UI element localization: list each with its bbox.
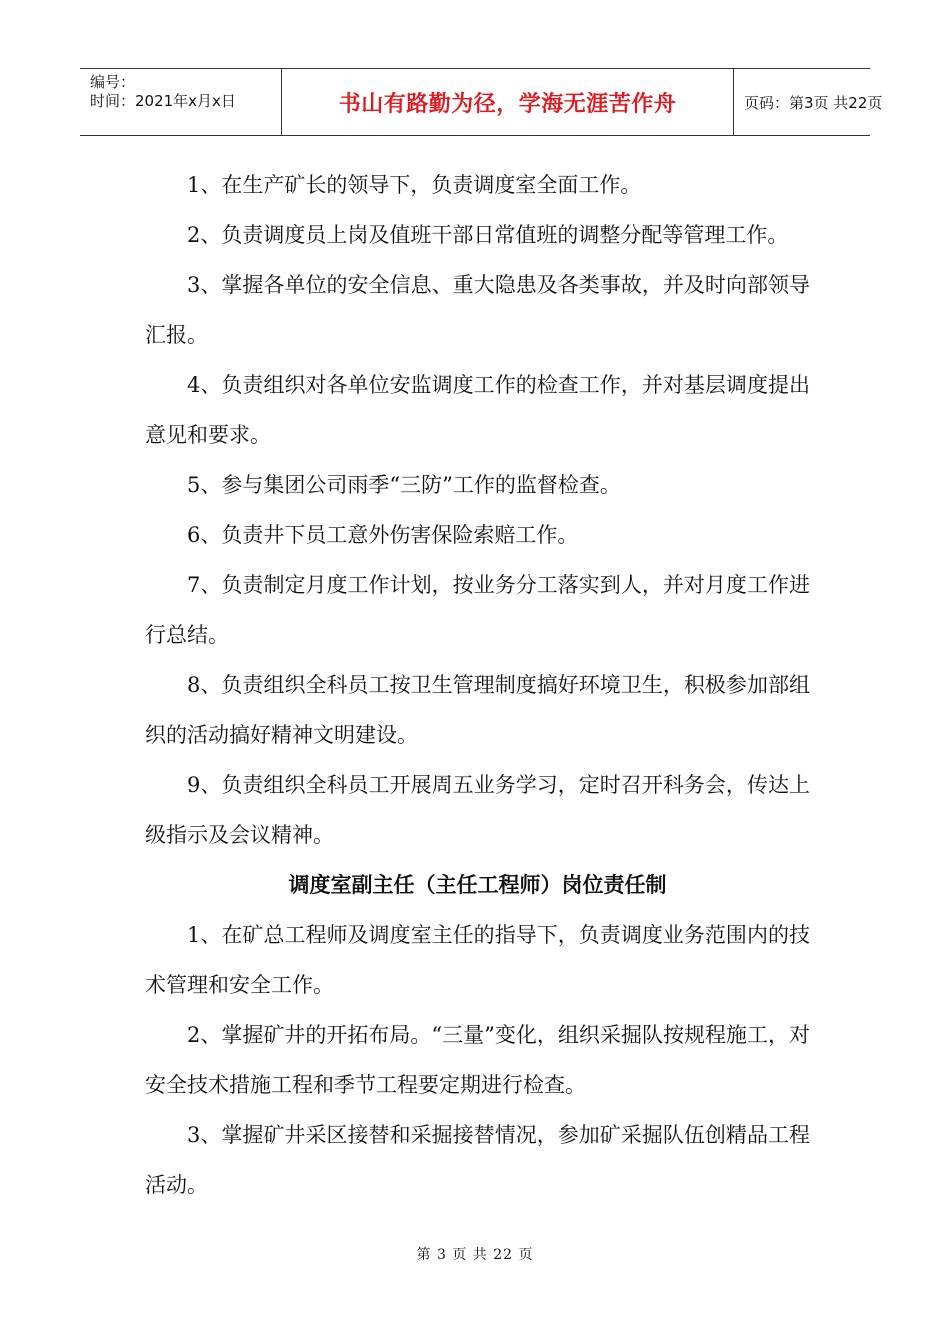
- paragraph: 4、负责组织对各单位安监调度工作的检查工作，并对基层调度提出意见和要求。: [145, 373, 810, 447]
- header-page-info: 页码：第3页 共22页: [744, 93, 883, 112]
- header-motto-cell: [282, 69, 734, 135]
- document-header: [80, 68, 883, 136]
- paragraph: 2、负责调度员上岗及值班干部日常值班的调整分配等管理工作。: [187, 223, 789, 247]
- paragraph: 6、负责井下员工意外伤害保险索赔工作。: [187, 523, 579, 547]
- paragraph: 3、掌握矿井采区接替和采掘接替情况，参加矿采掘队伍创精品工程活动。: [145, 1123, 810, 1197]
- document-body: [145, 160, 810, 1210]
- paragraph: 3、掌握各单位的安全信息、重大隐患及各类事故，并及时向部领导汇报。: [145, 273, 810, 347]
- paragraph: 9、负责组织全科员工开展周五业务学习，定时召开科务会，传达上级指示及会议精神。: [145, 773, 810, 847]
- paragraph: 8、负责组织全科员工按卫生管理制度搞好环境卫生，积极参加部组织的活动搞好精神文明建设。: [145, 673, 810, 747]
- document-number-label: 编号：: [90, 73, 136, 91]
- paragraph: 7、负责制定月度工作计划，按业务分工落实到人，并对月度工作进行总结。: [145, 573, 810, 647]
- section-title: 调度室副主任（主任工程师）岗位责任制: [288, 873, 667, 897]
- header-meta: [80, 69, 282, 135]
- paragraph: 1、在生产矿长的领导下，负责调度室全面工作。: [187, 173, 642, 197]
- paragraph: 2、掌握矿井的开拓布局。“三量”变化，组织采掘队按规程施工，对安全技术措施工程和季节工程要定期进行检查。: [145, 1023, 810, 1097]
- document-time-label: 时间：2021年x月x日: [90, 92, 236, 110]
- paragraph: 1、在矿总工程师及调度室主任的指导下，负责调度业务范围内的技术管理和安全工作。: [145, 923, 810, 997]
- paragraph: 5、参与集团公司雨季“三防”工作的监督检查。: [187, 473, 621, 497]
- header-motto: 书山有路勤为径，学海无涯苦作舟: [338, 91, 677, 117]
- page-footer: 第 3 页 共 22 页: [416, 1247, 534, 1263]
